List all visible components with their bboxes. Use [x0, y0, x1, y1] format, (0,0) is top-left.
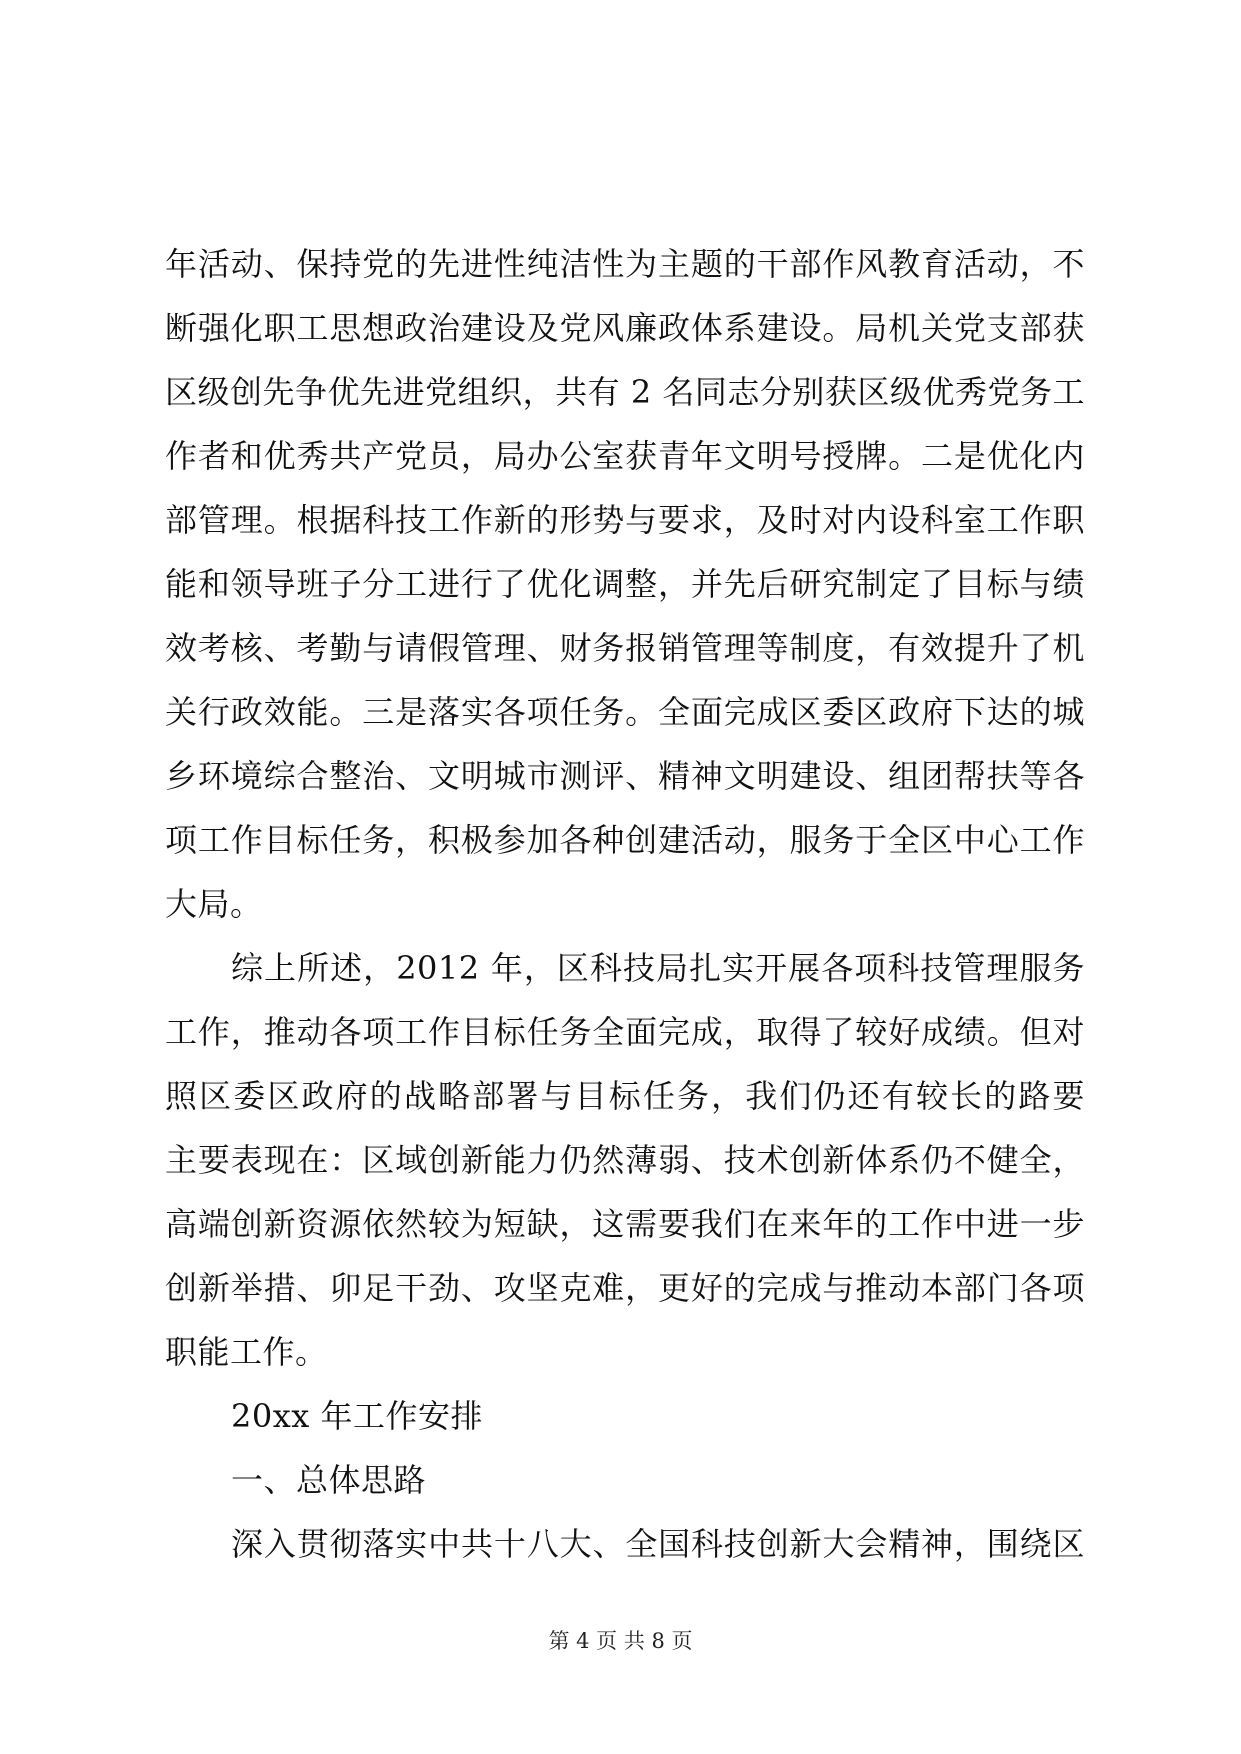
text-line: 照区委区政府的战略部署与目标任务，我们仍还有较长的路要: [165, 1077, 1085, 1115]
text-line: 深入贯彻落实中共十八大、全国科技创新大会精神，围绕区: [231, 1525, 1085, 1563]
text-line: 职能工作。: [165, 1333, 328, 1371]
page-footer: 第 4 页 共 8 页: [548, 1629, 693, 1653]
text-line: 主要表现在：区域创新能力仍然薄弱、技术创新体系仍不健全，: [165, 1141, 1085, 1179]
text-line: 工作，推动各项工作目标任务全面完成，取得了较好成绩。但对: [165, 1013, 1085, 1051]
text-line: 区级创先争优先进党组织，共有 2 名同志分别获区级优秀党务工: [165, 373, 1085, 411]
text-line: 大局。: [165, 885, 263, 923]
text-line: 20xx 年工作安排: [231, 1397, 483, 1435]
text-line: 作者和优秀共产党员，局办公室获青年文明号授牌。二是优化内: [165, 437, 1085, 475]
text-line: 高端创新资源依然较为短缺，这需要我们在来年的工作中进一步: [165, 1205, 1085, 1243]
text-line: 项工作目标任务，积极参加各种创建活动，服务于全区中心工作: [165, 821, 1085, 859]
text-line: 部管理。根据科技工作新的形势与要求，及时对内设科室工作职: [165, 501, 1085, 539]
text-line: 一、总体思路: [231, 1461, 427, 1499]
document-body: [165, 232, 1085, 1576]
text-line: 关行政效能。三是落实各项任务。全面完成区委区政府下达的城: [165, 693, 1085, 731]
text-line: 效考核、考勤与请假管理、财务报销管理等制度，有效提升了机: [165, 629, 1085, 667]
text-line: 乡环境综合整治、文明城市测评、精神文明建设、组团帮扶等各: [165, 757, 1085, 795]
text-line: 年活动、保持党的先进性纯洁性为主题的干部作风教育活动，不: [165, 245, 1085, 283]
text-line: 综上所述，2012 年，区科技局扎实开展各项科技管理服务: [231, 949, 1085, 987]
text-line: 断强化职工思想政治建设及党风廉政体系建设。局机关党支部获: [165, 309, 1085, 347]
text-line: 创新举措、卯足干劲、攻坚克难，更好的完成与推动本部门各项: [165, 1269, 1085, 1307]
text-line: 能和领导班子分工进行了优化调整，并先后研究制定了目标与绩: [165, 565, 1085, 603]
